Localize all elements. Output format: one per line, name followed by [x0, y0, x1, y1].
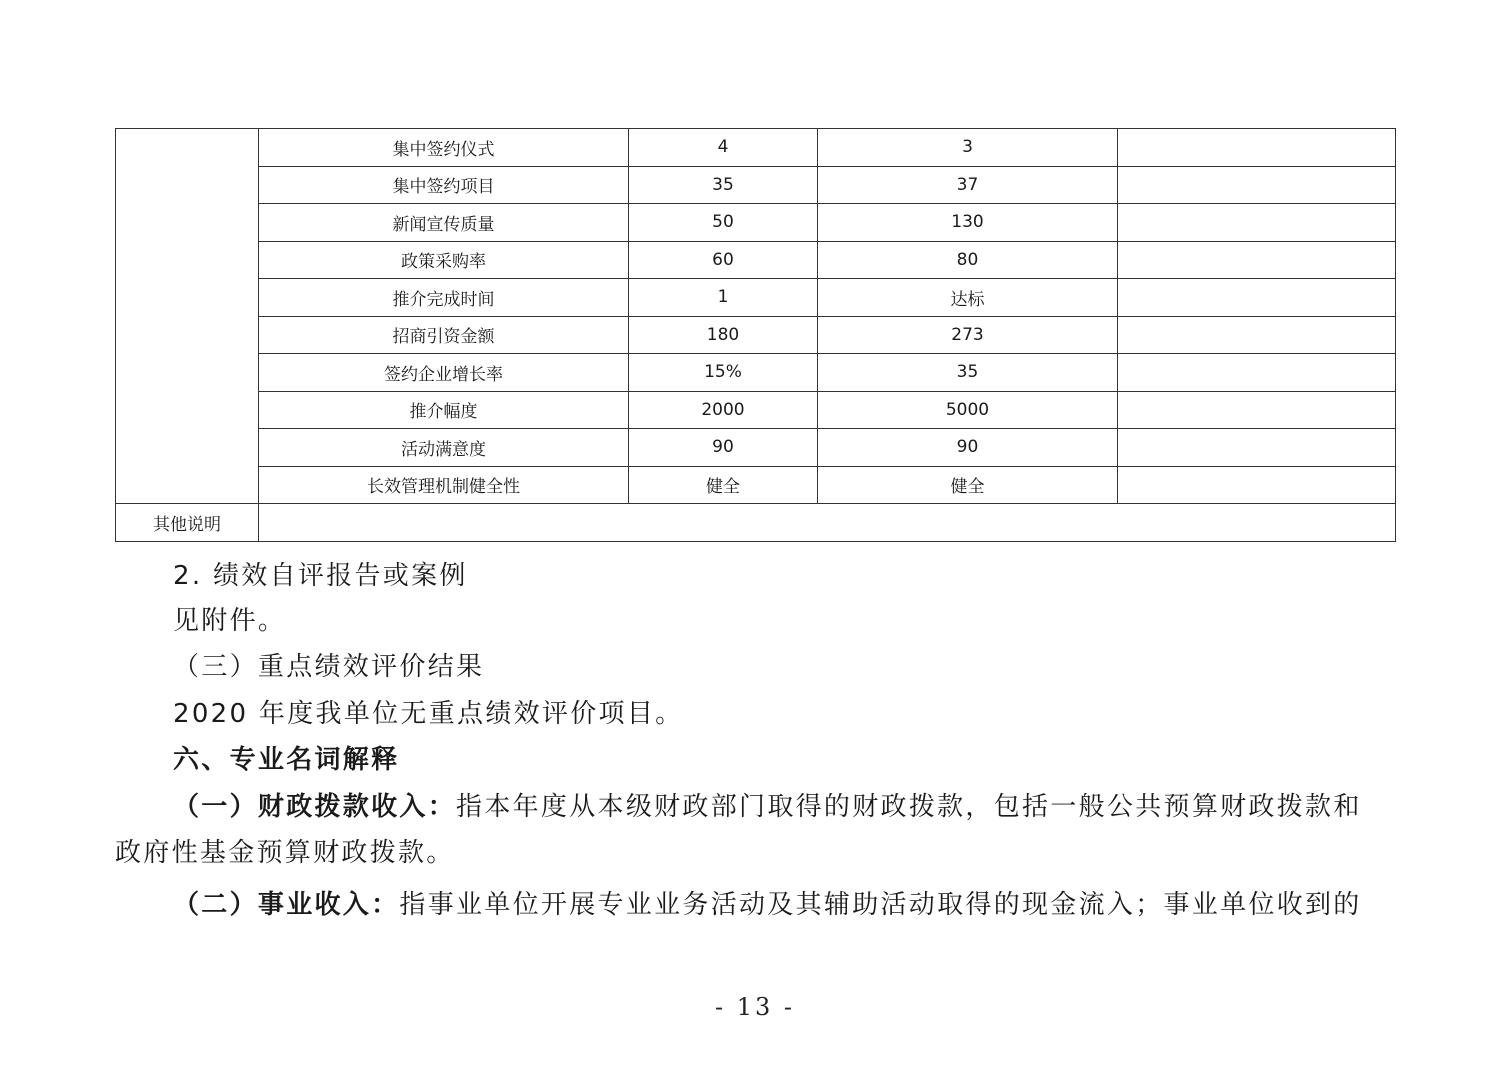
merged-category-cell	[116, 129, 259, 504]
table-row	[116, 354, 1396, 392]
indicator-target: 50	[629, 204, 818, 242]
definition-business-income: 指事业单位开展专业业务活动及其辅助活动取得的现金流入；事业单位收到的	[399, 890, 1362, 920]
paragraph-see-attachment: 见附件。	[173, 606, 287, 636]
paragraph-business-income	[173, 892, 1362, 918]
other-notes-value	[259, 504, 1396, 542]
indicator-target: 2000	[629, 391, 818, 429]
table-row	[116, 204, 1396, 242]
paragraph-no-key-evaluation: 2020 年度我单位无重点绩效评价项目。	[173, 699, 684, 729]
indicator-target: 15%	[629, 354, 818, 392]
indicator-name: 集中签约项目	[259, 166, 629, 204]
indicator-target: 35	[629, 166, 818, 204]
indicator-actual: 130	[818, 204, 1118, 242]
indicator-note	[1118, 316, 1396, 354]
table-row	[116, 129, 1396, 167]
indicator-note	[1118, 429, 1396, 467]
table-row	[116, 279, 1396, 317]
indicator-target: 90	[629, 429, 818, 467]
indicator-name: 集中签约仪式	[259, 129, 629, 167]
indicator-name: 长效管理机制健全性	[259, 466, 629, 504]
definition-fiscal-appropriation-line2: 政府性基金预算财政拨款。	[115, 838, 455, 868]
indicator-name: 新闻宣传质量	[259, 204, 629, 242]
indicator-actual: 健全	[818, 466, 1118, 504]
indicator-actual: 35	[818, 354, 1118, 392]
indicator-target: 60	[629, 241, 818, 279]
term-business-income: （二）事业收入：	[173, 890, 400, 920]
indicator-actual: 5000	[818, 391, 1118, 429]
paragraph-fiscal-appropriation	[173, 794, 1362, 820]
indicator-target: 1	[629, 279, 818, 317]
section-heading-self-evaluation: 2. 绩效自评报告或案例	[173, 561, 468, 591]
performance-indicator-table	[115, 128, 1396, 542]
table-row-other-notes	[116, 504, 1396, 542]
indicator-actual: 3	[818, 129, 1118, 167]
section-heading-key-evaluation: （三）重点绩效评价结果	[173, 652, 485, 682]
definition-fiscal-appropriation-line1: 指本年度从本级财政部门取得的财政拨款，包括一般公共预算财政拨款和	[456, 792, 1362, 822]
term-fiscal-appropriation: （一）财政拨款收入：	[173, 792, 457, 822]
table-row	[116, 316, 1396, 354]
indicator-note	[1118, 241, 1396, 279]
indicator-name: 活动满意度	[259, 429, 629, 467]
page-number: - 13 -	[714, 993, 795, 1021]
other-notes-label: 其他说明	[116, 504, 259, 542]
indicator-target: 4	[629, 129, 818, 167]
table-row	[116, 391, 1396, 429]
indicator-target: 180	[629, 316, 818, 354]
indicator-actual: 80	[818, 241, 1118, 279]
table-row	[116, 166, 1396, 204]
indicator-actual: 达标	[818, 279, 1118, 317]
indicator-name: 签约企业增长率	[259, 354, 629, 392]
indicator-actual: 90	[818, 429, 1118, 467]
indicator-name: 政策采购率	[259, 241, 629, 279]
indicator-note	[1118, 204, 1396, 242]
indicator-name: 推介完成时间	[259, 279, 629, 317]
indicator-note	[1118, 166, 1396, 204]
indicator-target: 健全	[629, 466, 818, 504]
indicator-note	[1118, 391, 1396, 429]
indicator-actual: 273	[818, 316, 1118, 354]
indicator-note	[1118, 129, 1396, 167]
indicator-name: 推介幅度	[259, 391, 629, 429]
section-heading-glossary: 六、专业名词解释	[173, 745, 400, 775]
indicator-note	[1118, 279, 1396, 317]
table-row	[116, 429, 1396, 467]
table-row	[116, 466, 1396, 504]
indicator-note	[1118, 466, 1396, 504]
indicator-name: 招商引资金额	[259, 316, 629, 354]
table-row	[116, 241, 1396, 279]
indicator-note	[1118, 354, 1396, 392]
indicator-actual: 37	[818, 166, 1118, 204]
